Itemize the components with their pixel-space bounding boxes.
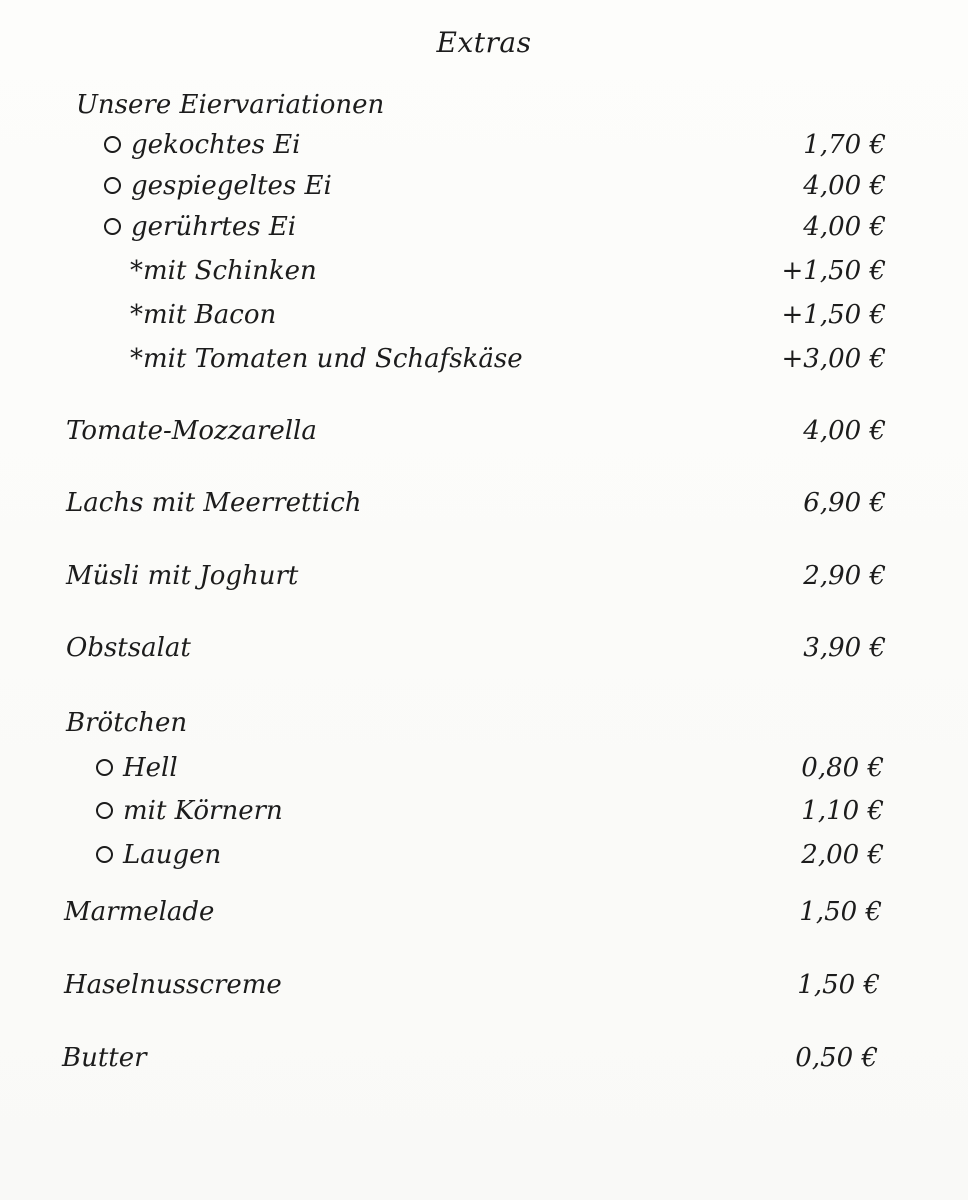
item-label: Butter [62, 1043, 147, 1073]
item-label: gerührtes Ei [131, 212, 297, 242]
item-label: Tomate-Mozzarella [66, 416, 317, 446]
menu-item [66, 559, 886, 593]
item-price: 3,90 € [803, 633, 886, 663]
item-label: Müsli mit Joghurt [66, 561, 299, 591]
circle-bullet-icon [104, 136, 121, 153]
addon-label: *mit Schinken [130, 256, 317, 286]
section-heading-label: Brötchen [66, 708, 188, 738]
item-price: 4,00 € [803, 212, 886, 242]
item-price: 6,90 € [803, 488, 886, 518]
menu-addon [130, 298, 886, 332]
item-price: 1,10 € [801, 796, 884, 826]
item-label: Marmelade [64, 897, 215, 927]
menu-item [96, 794, 884, 828]
menu-item [96, 751, 884, 785]
menu-item [66, 631, 886, 665]
menu-item [96, 838, 884, 872]
menu-item [64, 968, 880, 1002]
item-label: gekochtes Ei [131, 130, 301, 160]
item-price: 2,00 € [801, 840, 884, 870]
item-label: mit Körnern [123, 796, 283, 826]
addon-price: +1,50 € [781, 256, 886, 286]
item-label: Lachs mit Meerrettich [66, 488, 362, 518]
item-price: 1,50 € [797, 970, 880, 1000]
item-label: Laugen [123, 840, 222, 870]
item-label: Obstsalat [66, 633, 191, 663]
item-price: 0,80 € [801, 753, 884, 783]
menu-item [64, 895, 882, 929]
addon-label: *mit Bacon [130, 300, 277, 330]
section-heading-label: Unsere Eiervariationen [76, 90, 385, 120]
item-label: gespiegeltes Ei [131, 171, 332, 201]
circle-bullet-icon [104, 177, 121, 194]
menu-item [104, 210, 886, 244]
circle-bullet-icon [96, 802, 113, 819]
circle-bullet-icon [96, 846, 113, 863]
menu-item [104, 128, 886, 162]
addon-price: +3,00 € [781, 344, 886, 374]
menu-item [104, 169, 886, 203]
circle-bullet-icon [96, 759, 113, 776]
addon-label: *mit Tomaten und Schafskäse [130, 344, 523, 374]
menu-item [66, 486, 886, 520]
circle-bullet-icon [104, 218, 121, 235]
section-heading-eggs [76, 88, 384, 122]
menu-item [66, 414, 886, 448]
menu-addon [130, 342, 886, 376]
item-price: 4,00 € [803, 171, 886, 201]
item-price: 0,50 € [795, 1043, 878, 1073]
item-price: 2,90 € [803, 561, 886, 591]
section-heading-rolls [66, 706, 187, 740]
menu-item [62, 1041, 878, 1075]
addon-price: +1,50 € [781, 300, 886, 330]
item-price: 4,00 € [803, 416, 886, 446]
item-price: 1,70 € [803, 130, 886, 160]
item-label: Haselnusscreme [64, 970, 282, 1000]
menu-addon [130, 254, 886, 288]
item-price: 1,50 € [799, 897, 882, 927]
page-title: Extras [436, 26, 532, 59]
item-label: Hell [123, 753, 178, 783]
